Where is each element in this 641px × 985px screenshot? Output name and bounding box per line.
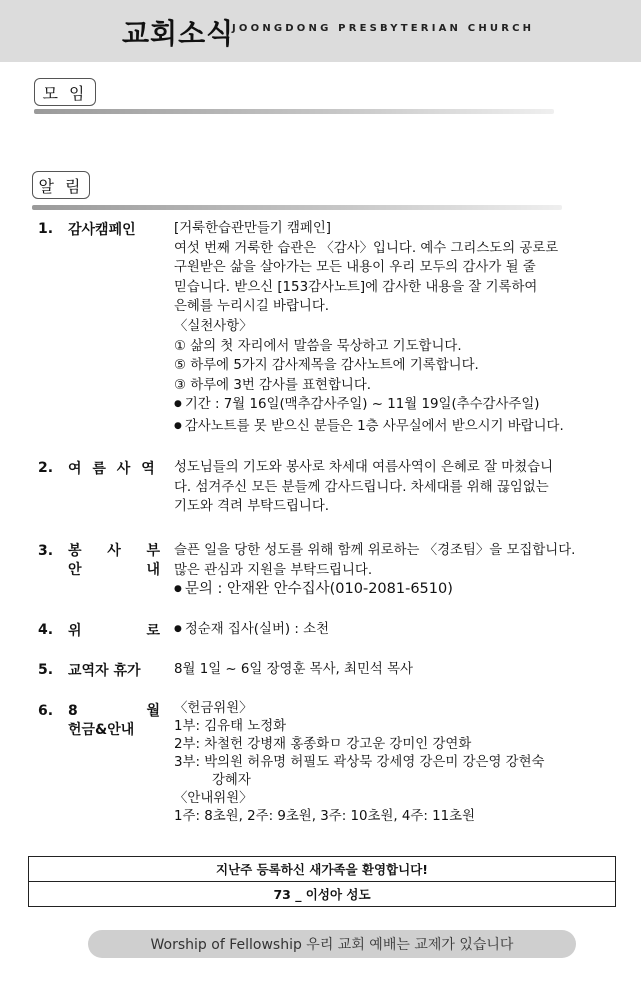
footer-text: Worship of Fellowship 우리 교회 예배는 교제가 있습니다: [150, 937, 514, 953]
item-title-text: 감사캠페인: [68, 222, 136, 238]
item-body: [174, 700, 614, 826]
body-line: 〈안내위원〉: [174, 791, 253, 806]
item-body: [174, 541, 614, 602]
body-line: 여섯 번째 거룩한 습관은 〈감사〉입니다. 예수 그리스도의 공로로: [174, 240, 559, 256]
body-line: 슬픈 일을 당한 성도를 위해 함께 위로하는 〈경조팀〉을 모집합니다.: [174, 543, 576, 558]
bullet-text: 문의 : 안재완 안수집사(010-2081-6510): [184, 581, 453, 598]
item-title-text: 교역자 휴가: [68, 663, 141, 679]
section-divider-gathering: [34, 109, 554, 114]
header-bar: [0, 0, 641, 62]
body-line: 강혜자: [212, 773, 251, 788]
welcome-heading: 지난주 등록하신 새가족을 환영합니다!: [216, 862, 428, 877]
bullet-text: 정순재 집사(실버) : 소천: [184, 622, 330, 637]
body-line: 1부: 김유태 노정화: [174, 719, 287, 734]
body-line: 성도님들의 기도와 봉사로 차세대 여름사역이 은혜로 잘 마쳤습니: [174, 460, 554, 475]
item-title-text: 헌금&안내: [68, 722, 135, 738]
title-char: 8: [68, 703, 78, 719]
title-char: 봉: [68, 543, 82, 559]
body-line: ③ 하루에 3번 감사를 표현합니다.: [174, 377, 372, 393]
body-line: 8월 1일 ~ 6일 장영훈 목사, 최민석 목사: [174, 662, 413, 677]
section-tab-notice: [32, 171, 90, 199]
body-line: 〈헌금위원〉: [174, 701, 253, 716]
bullet-line: [174, 395, 614, 417]
body-line: 2부: 차철헌 강병재 홍종화ㅁ 강고운 강미인 강연화: [174, 737, 472, 752]
title-char: 사: [107, 543, 121, 559]
bullet-line: [174, 580, 614, 602]
body-line: 많은 관심과 지원을 부탁드립니다.: [174, 562, 373, 578]
bullet-text: 감사노트를 못 받으신 분들은 1층 사무실에서 받으시기 바랍니다.: [184, 418, 564, 434]
item-title: [68, 702, 160, 740]
section-label-notice: 알 림: [38, 176, 84, 196]
body-line: [거룩한습관만들기 캠페인]: [174, 221, 331, 236]
body-line: 3부: 박의원 허유명 허필도 곽상묵 강세영 강은미 강은영 강현숙: [174, 755, 545, 770]
section-divider-notice: [32, 205, 562, 210]
footer-banner: [88, 930, 576, 958]
page-title: 교회소식: [122, 17, 235, 50]
item-title: [68, 662, 160, 681]
item-body: [174, 620, 614, 642]
body-line: 구원받은 삶을 살아가는 모든 내용이 우리 모두의 감사가 될 줄: [174, 260, 536, 276]
body-line: 다. 섬겨주신 모든 분들께 감사드립니다. 차세대를 위해 끊임없는: [174, 479, 549, 495]
item-number: 3.: [38, 543, 54, 559]
item-number: 5.: [38, 662, 54, 678]
bullet-line: [174, 417, 614, 439]
section-label-gathering: 모 임: [42, 83, 88, 103]
bullet-line: [174, 620, 614, 642]
new-member: 73 _ 이성아 성도: [29, 881, 615, 906]
body-line: 기도와 격려 부탁드립니다.: [174, 499, 330, 515]
title-char: 위: [68, 623, 82, 639]
section-tab-gathering: [34, 78, 96, 106]
item-number: 4.: [38, 622, 54, 638]
item-number: 1.: [38, 221, 54, 237]
body-line: 은혜를 누리시길 바랍니다.: [174, 299, 330, 315]
item-body: [174, 219, 614, 439]
title-char: 월: [146, 703, 160, 719]
body-line: 〈실천사항〉: [174, 318, 253, 334]
body-line: 믿습니다. 받으신 [153감사노트]에 감사한 내용을 잘 기록하여: [174, 279, 538, 295]
title-char: 안: [68, 562, 82, 578]
item-number: 6.: [38, 703, 54, 719]
title-char: 부: [146, 543, 160, 559]
title-char: 내: [146, 562, 160, 578]
title-char: 로: [146, 623, 160, 639]
welcome-box: [28, 856, 616, 907]
item-number: 2.: [38, 460, 54, 476]
church-name: JOONGDONG PRESBYTERIAN CHURCH: [232, 23, 535, 34]
item-body: [174, 660, 614, 680]
item-title: [68, 221, 160, 240]
body-line: ① 삶의 첫 자리에서 말씀을 묵상하고 기도합니다.: [174, 338, 462, 354]
item-title: [68, 542, 160, 580]
body-line: 1주: 8초원, 2주: 9초원, 3주: 10초원, 4주: 11초원: [174, 809, 476, 824]
item-body: [174, 458, 614, 517]
item-title-text: 여 름 사 역: [68, 461, 158, 477]
item-title: [68, 460, 160, 479]
item-title: [68, 622, 160, 641]
body-line: ⑤ 하루에 5가지 감사제목을 감사노트에 기록합니다.: [174, 358, 479, 374]
bullet-text: 기간 : 7월 16일(맥추감사주일) ~ 11월 19일(추수감사주일): [184, 397, 540, 413]
